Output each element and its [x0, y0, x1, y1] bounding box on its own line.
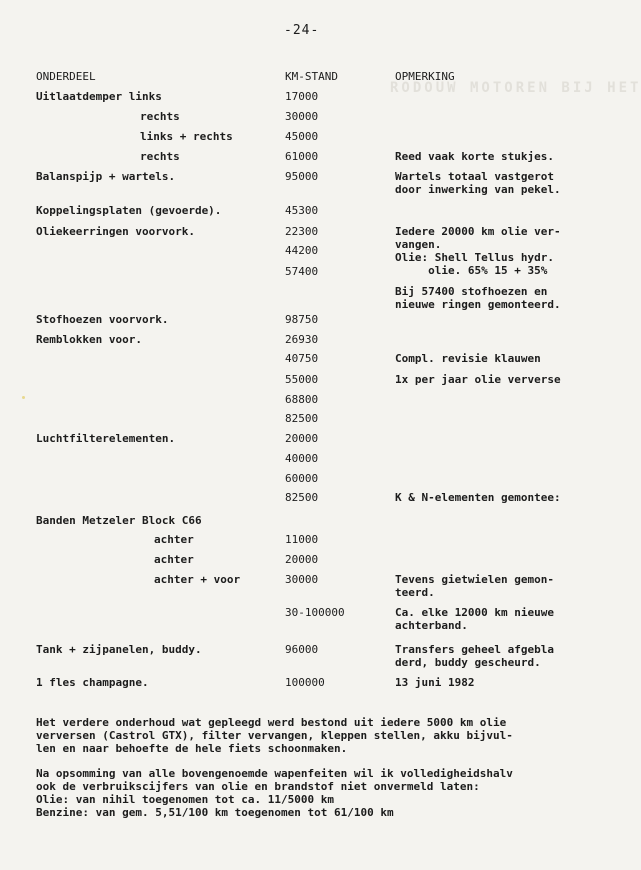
part-cell: Koppelingsplaten (gevoerde). — [36, 204, 222, 217]
part-cell: Uitlaatdemper links — [36, 90, 162, 103]
header-km-stand: KM-STAND — [285, 70, 338, 83]
note-cell: Transfers geheel afgebla — [395, 643, 554, 656]
km-cell: 17000 — [285, 90, 319, 103]
part-cell: Banden Metzeler Block C66 — [36, 514, 202, 527]
km-cell: 40000 — [285, 452, 319, 465]
part-cell: rechts — [140, 150, 180, 163]
note-cell: teerd. — [395, 586, 435, 599]
part-cell: Stofhoezen voorvork. — [36, 313, 169, 326]
km-cell: 98750 — [285, 313, 319, 326]
part-cell: rechts — [140, 110, 180, 123]
note-cell: olie. 65% 15 + 35% — [395, 264, 548, 277]
note-cell: K & N-elementen gemontee: — [395, 491, 561, 504]
note-cell: vangen. — [395, 238, 442, 251]
km-cell: 45000 — [285, 130, 319, 143]
km-cell: 95000 — [285, 170, 319, 183]
header-onderdeel: ONDERDEEL — [36, 70, 96, 83]
km-cell: 82500 — [285, 412, 319, 425]
km-cell: 45300 — [285, 204, 319, 217]
paragraph-line: len en naar behoefte de hele fiets schoonmaken. — [36, 742, 348, 755]
paragraph-line: Benzine: van gem. 5,51/100 km toegenomen tot 61/100 km — [36, 806, 394, 819]
note-cell: Wartels totaal vastgerot — [395, 170, 554, 183]
km-cell: 44200 — [285, 244, 319, 257]
km-cell: 57400 — [285, 265, 319, 278]
km-cell: 82500 — [285, 491, 319, 504]
part-cell: links + rechts — [140, 130, 233, 143]
km-cell: 30-100000 — [285, 606, 345, 619]
paragraph-line: Het verdere onderhoud wat gepleegd werd bestond uit iedere 5000 km olie — [36, 716, 507, 729]
note-cell: Reed vaak korte stukjes. — [395, 150, 554, 163]
stain-mark — [22, 396, 25, 399]
km-cell: 96000 — [285, 643, 319, 656]
part-cell: 1 fles champagne. — [36, 676, 149, 689]
part-cell: Oliekeerringen voorvork. — [36, 225, 195, 238]
km-cell: 30000 — [285, 110, 319, 123]
note-cell: Iedere 20000 km olie ver- — [395, 225, 561, 238]
km-cell: 20000 — [285, 432, 319, 445]
part-cell: achter + voor — [154, 573, 241, 586]
km-cell: 22300 — [285, 225, 319, 238]
km-cell: 60000 — [285, 472, 319, 485]
part-cell: Remblokken voor. — [36, 333, 142, 346]
km-cell: 11000 — [285, 533, 319, 546]
km-cell: 26930 — [285, 333, 319, 346]
km-cell: 30000 — [285, 573, 319, 586]
paragraph-line: Olie: van nihil toegenomen tot ca. 11/5000 km — [36, 793, 335, 806]
note-cell: Ca. elke 12000 km nieuwe — [395, 606, 554, 619]
km-cell: 20000 — [285, 553, 319, 566]
km-cell: 68800 — [285, 393, 319, 406]
part-cell: Luchtfilterelementen. — [36, 432, 176, 445]
part-cell: achter — [154, 533, 194, 546]
km-cell: 40750 — [285, 352, 319, 365]
km-cell: 55000 — [285, 373, 319, 386]
note-cell: achterband. — [395, 619, 468, 632]
part-cell: Tank + zijpanelen, buddy. — [36, 643, 202, 656]
km-cell: 100000 — [285, 676, 325, 689]
note-cell: Bij 57400 stofhoezen en — [395, 285, 548, 298]
note-cell: Tevens gietwielen gemon- — [395, 573, 554, 586]
show-through-text: RODOUW MOTOREN BIJ HET — [390, 80, 641, 96]
header-opmerking: OPMERKING — [395, 70, 455, 83]
note-cell: derd, buddy gescheurd. — [395, 656, 541, 669]
paragraph-line: verversen (Castrol GTX), filter vervangen, kleppen stellen, akku bijvul- — [36, 729, 513, 742]
part-cell: Balanspijp + wartels. — [36, 170, 176, 183]
km-cell: 61000 — [285, 150, 319, 163]
page-number: -24- — [284, 23, 320, 38]
note-cell: 13 juni 1982 — [395, 676, 475, 689]
part-cell: achter — [154, 553, 194, 566]
note-cell: Compl. revisie klauwen — [395, 352, 541, 365]
paragraph-line: ook de verbruikscijfers van olie en brandstof niet onvermeld laten: — [36, 780, 480, 793]
note-cell: 1x per jaar olie ververse — [395, 373, 561, 386]
note-cell: door inwerking van pekel. — [395, 183, 561, 196]
note-cell: Olie: Shell Tellus hydr. — [395, 251, 554, 264]
paragraph-line: Na opsomming van alle bovengenoemde wapenfeiten wil ik volledigheidshalv — [36, 767, 513, 780]
note-cell: nieuwe ringen gemonteerd. — [395, 298, 561, 311]
